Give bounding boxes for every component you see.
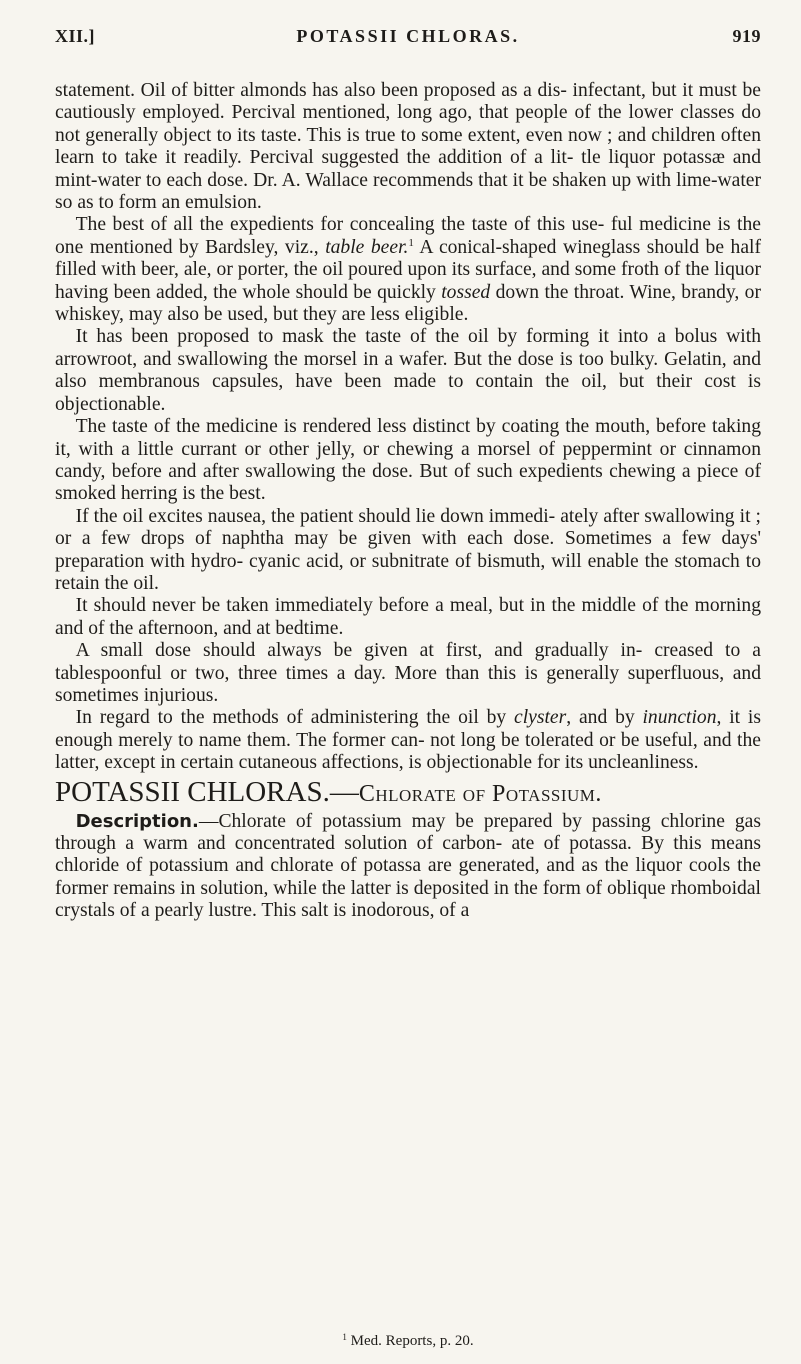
body-text [55, 80, 761, 923]
paragraph-2 [55, 214, 761, 326]
heading-dash: — [329, 775, 359, 808]
heading-title: POTASSII CHLORAS. [55, 775, 330, 808]
section-heading [55, 775, 761, 811]
running-title: POTASSII CHLORAS. [296, 26, 520, 46]
footnote [55, 1332, 761, 1350]
paragraph-3: It has been proposed to mask the taste of the oil by forming it into a bolus with arrowroot, and swallowing the morsel in a wafer. But the dose is too bulky. Gelatin, and also membranous capsules, have been made to contain the oil, but their cost is objectionable. [55, 326, 761, 415]
italic-text: clyster [514, 707, 567, 729]
text-run: In regard to the methods of administering the oil by [75, 707, 514, 729]
italic-text: inunction [642, 707, 717, 729]
description-dash: — [198, 810, 219, 832]
description-lead: Description. [75, 810, 199, 832]
heading-subtitle: Chlorate of Potassium. [358, 780, 602, 807]
text-run: A conical-shaped wineglass should be half filled with beer, ale, or porter, the oil poured upon its surface, and some froth of the liquor having been added, the whole should be quickly [55, 236, 761, 303]
section-number: XII.] [55, 26, 96, 46]
running-header [55, 26, 761, 56]
paragraph-4: The taste of the medicine is rendered less distinct by coating the mouth, before taking it, with a little currant or other jelly, or chewing a morsel of peppermint or cinnamon candy, before and after swallowing the dose. But of such expedients chewing a piece of smoked herring is the best. [55, 416, 761, 505]
book-page [55, 0, 761, 1364]
paragraph-1: statement. Oil of bitter almonds has also been proposed as a dis- infectant, but it must be cautiously employed. Percival mentioned, long ago, that people of the lower classes do not generally object to its taste. This is true to some extent, even now ; and children often learn to take it readily. Percival suggested the addition of a lit- tle liquor potassæ and mint-water to each dose. Dr. A. Wallace recommends that it be shaken up with lime-water so as to form an emulsion. [55, 80, 761, 214]
italic-text: tossed [441, 281, 491, 303]
text-run: , it is enough merely to name them. The former can- not long be tolerated or be useful, and the latter, except in certain cutaneous affections, is objectionable for its uncleanliness. [55, 707, 761, 774]
paragraph-7: A small dose should always be given at first, and gradually in- creased to a tablespoonful or two, three times a day. More than this is generally superfluous, and sometimes injurious. [55, 640, 761, 706]
footnote-marker: 1 [342, 1332, 347, 1342]
paragraph-5: If the oil excites nausea, the patient should lie down immedi- ately after swallowing it ; or a few drops of naphtha may be given with each dose. Sometimes a few days' preparation with hydro- cyanic acid, or subnitrate of bismuth, will enable the stomach to retain the oil. [55, 505, 761, 594]
page-number: 919 [732, 26, 761, 46]
paragraph-6: It should never be taken immediately before a meal, but in the middle of the morning and of the afternoon, and at bedtime. [55, 595, 761, 639]
footnote-marker: 1 [408, 236, 414, 249]
description-paragraph [55, 811, 761, 923]
paragraph-8 [55, 707, 761, 774]
text-run: The best of all the expedients for concealing the taste of this use- ful medicine is the one mentioned by Bardsley, viz., [55, 214, 761, 258]
text-run: , and by [566, 707, 643, 729]
footnote-text: Med. Reports, p. 20. [350, 1333, 474, 1349]
italic-text: table beer. [325, 236, 409, 258]
description-text: Chlorate of potassium may be prepared by passing chlorine gas through a warm and concentrated solution of carbon- ate of potassa. By this means chloride of potassium and chlorate of potassa are generated, and as the liquor cools the former remains in solution, while the latter is deposited in the form of oblique rhomboidal crystals of a pearly lustre. This salt is inodorous, of a [55, 810, 761, 922]
text-run: down the throat. Wine, brandy, or whiskey, may also be used, but they are less eligible. [55, 281, 761, 326]
